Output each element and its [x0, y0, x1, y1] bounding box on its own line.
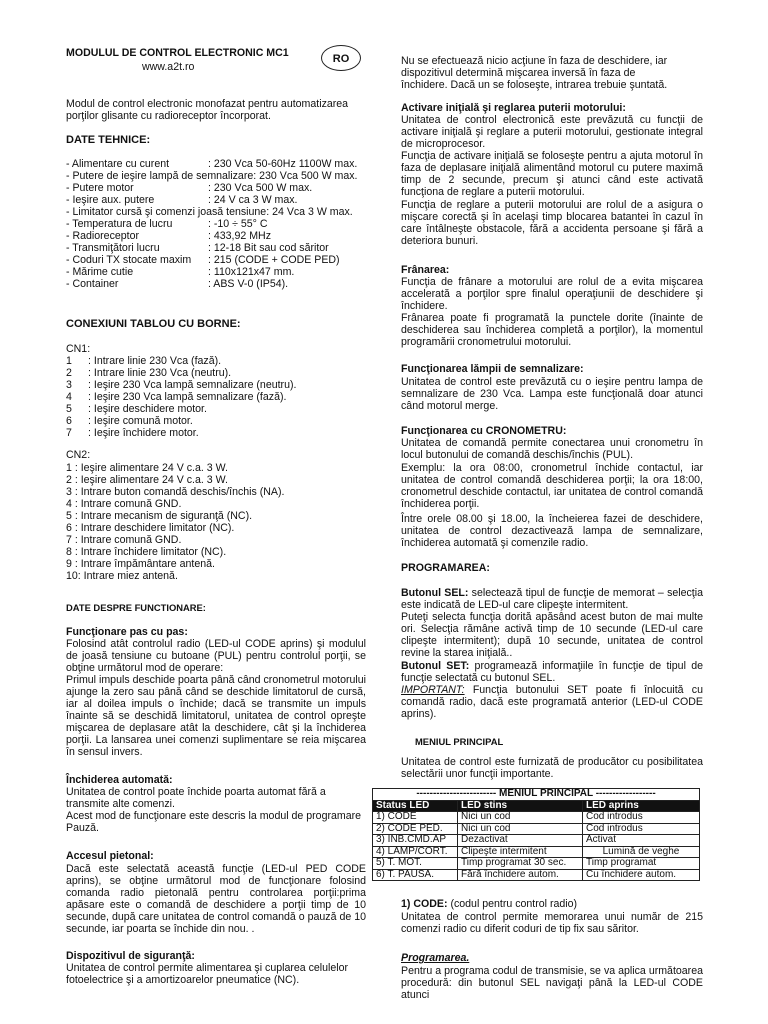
spec-key: - Putere de ieşire lampă de semnalizare	[66, 170, 254, 182]
table-cell: 5) T. MOT.	[373, 858, 458, 870]
intro-paragraph: Modul de control electronic monofazat pentru automatizarea porţilor glisante cu radioreceptor încorporat.	[66, 98, 349, 122]
sel-label: Butonul SEL:	[401, 587, 469, 599]
terminal-row: 7 : Intrare comună GND.	[66, 534, 182, 546]
menu-heading: MENIUL PRINCIPAL	[415, 736, 504, 747]
spec-value: : 110x121x47 mm.	[208, 266, 295, 278]
table-cell: Fără închidere autom.	[458, 869, 583, 881]
terminal-row	[66, 391, 366, 403]
table-cell: Clipeşte intermitent	[458, 846, 583, 858]
section-title: Frânarea:	[401, 264, 450, 276]
section-paragraph: Între orele 08.00 şi 18.00, la încheierea fazei de deschidere, unitatea de control dezactivează lampa de semnalizare, închiderea automată şi comenzile radio.	[401, 513, 703, 549]
cn1-label: CN1:	[66, 343, 91, 355]
section-title: Accesul pietonal:	[66, 850, 154, 862]
spec-value: : 215 (CODE + CODE PED)	[208, 254, 340, 266]
section-paragraph: Dacă este selectată această funcţie (LED-ul PED CODE aprins), se obţine următorul mod de funcţionare folosind comanda radio pietonală pentru controlarea porţii:prima apăsare este o comandă de deschidere a porţii timp de 10 secunde, după care unitatea de control comandă o pauză de 10 secunde, iar poarta se închide din nou. .	[66, 863, 366, 935]
spec-key: - Container	[66, 278, 119, 290]
table-cell: Cod introdus	[583, 823, 700, 835]
spec-key: - Transmiţători lucru	[66, 242, 160, 254]
section-paragraph: Funcţia de reglare a puterii motorului are rolul de a asigura o mişcare corectă şi în acelaşi timp blocarea batantei în cazul în care întâlneşte obstacole, fără a accidenta persoane şi fără a deteriora bunuri.	[401, 199, 703, 247]
section-paragraph: Nu se efectuează nicio acţiune în faza de deschidere, iar dispozitivul determină mişcarea inversă în faza de închidere. Dacă un se foloseşte, intrarea trebuie şuntată.	[401, 55, 668, 91]
section-title: Funcţionarea cu CRONOMETRU:	[401, 425, 567, 437]
spec-row	[66, 170, 366, 182]
table-row	[373, 835, 700, 847]
terminal-desc: : Ieşire comună motor.	[88, 415, 193, 427]
spec-key: - Coduri TX stocate maxim	[66, 254, 192, 266]
spec-row	[66, 194, 366, 206]
spec-key: - Temperatura de lucru	[66, 218, 173, 230]
spec-value: : ABS V-0 (IP54).	[208, 278, 289, 290]
spec-value: : 230 Vca 500 W max.	[253, 170, 358, 182]
functioning-heading: DATE DESPRE FUNCTIONARE:	[66, 602, 206, 613]
tech-heading: DATE TEHNICE:	[66, 134, 151, 146]
terminal-row	[66, 355, 366, 367]
terminal-row: 1 : Ieşire alimentare 24 V c.a. 3 W.	[66, 462, 228, 474]
table-cell: Nici un cod	[458, 812, 583, 824]
spec-key: - Ieşire aux. putere	[66, 194, 155, 206]
cn2-label: CN2:	[66, 449, 91, 461]
terminal-row	[66, 415, 366, 427]
section-paragraph: Exemplu: la ora 08:00, cronometrul închide contactul, iar unitatea de control comandă deschiderea porţii; la ora 18:00, cronometrul deschide contactul, iar unitatea de control comandă închiderea porţii.	[401, 462, 703, 510]
set-paragraph	[401, 660, 703, 684]
section-paragraph: Frânarea poate fi programată la punctele dorite (înainte de deschiderea sau închiderea completă a porţilor), la momentul programării cronometrului motorului.	[401, 312, 703, 348]
table-header: Status LED	[373, 800, 458, 812]
spec-value: : -10 ÷ 55° C	[208, 218, 268, 230]
cn1-list	[66, 355, 366, 439]
spec-row	[66, 218, 366, 230]
section-paragraph: Unitatea de control electronică este prevăzută cu funcţii de activare iniţială şi reglare a puterii motorului, gestionate integral de microprocesor.	[401, 114, 703, 150]
terminal-desc: : Intrare linie 230 Vca (fază).	[88, 355, 222, 367]
table-header-row	[373, 800, 700, 812]
important-label: IMPORTANT:	[401, 684, 465, 696]
spec-key: - Limitator cursă şi comenzi joasă tensiune	[66, 206, 267, 218]
spec-value: : 230 Vca 500 W max.	[208, 182, 313, 194]
spec-key: - Mărime cutie	[66, 266, 134, 278]
table-cell: 4) LAMP/CORT.	[373, 846, 458, 858]
section-paragraph: Primul impuls deschide poarta până când cronometrul motorului ajunge la zero sau până când se deschide limitatorul de cursă, iar al doilea impuls o închide; dacă se transmite un impuls înainte să se deschidă limitatorul, unitatea de control opreşte mişcarea de deplasare atât la deschidere, cât şi la închiderea porţii. La lansarea unei comenzi suplimentare se reia mişcarea în sensul invers.	[66, 674, 366, 758]
section-paragraph: Funcţia de frânare a motorului are rolul de a evita mişcarea accelerată a porţilor spre finalul operaţiunii de deschidere şi închidere.	[401, 276, 703, 312]
section-title: Activare iniţială şi reglarea puterii motorului:	[401, 102, 626, 114]
spec-row	[66, 254, 366, 266]
table-row	[373, 858, 700, 870]
section-title: Închiderea automată:	[66, 774, 173, 786]
section-paragraph: Unitatea de control este furnizată de producător cu posibilitatea selectării unor funcţii importante.	[401, 756, 703, 780]
section-title: Funcţionarea lămpii de semnalizare:	[401, 363, 584, 375]
main-menu-table	[372, 788, 700, 881]
language-badge: RO	[321, 45, 361, 71]
section-paragraph: Unitatea de comandă permite conectarea unui cronometru în locul butonului de comandă deschis/închis (PUL).	[401, 437, 703, 461]
terminal-desc: : Ieşire închidere motor.	[88, 427, 199, 439]
section-paragraph: Pentru a programa codul de transmisie, se va aplica următoarea procedură: din butonul SEL navigaţi până la LED-ul CODE atunci	[401, 965, 703, 1001]
table-cell: Dezactivat	[458, 835, 583, 847]
section-paragraph: Acest mod de funcţionare este descris la modul de programare Pauză.	[66, 810, 362, 834]
terminal-row	[66, 427, 366, 439]
programming-heading: PROGRAMAREA:	[401, 562, 490, 574]
document-title: MODULUL DE CONTROL ELECTRONIC MC1	[66, 47, 289, 59]
table-cell: Lumină de veghe	[583, 846, 700, 858]
table-cell: Cu închidere autom.	[583, 869, 700, 881]
spec-value: : 433,92 MHz	[208, 230, 272, 242]
terminal-number: 4	[66, 391, 72, 403]
section-title: Dispozitivul de siguranţă:	[66, 950, 195, 962]
terminal-desc: : Intrare linie 230 Vca (neutru).	[88, 367, 232, 379]
table-header: LED stins	[458, 800, 583, 812]
terminal-row	[66, 403, 366, 415]
terminal-row: 6 : Intrare deschidere limitator (NC).	[66, 522, 235, 534]
terminal-row	[66, 367, 366, 379]
terminal-number: 7	[66, 427, 72, 439]
section-paragraph: Funcţia de activare iniţială se foloseşte pentru a ajuta motorul în faza de deplasare iniţială alimentând motorul cu putere maximă timp de 2 secunde, precum şi atunci când este activată funcţiona de reglare a puterii motorului.	[401, 150, 703, 198]
code-line	[401, 898, 703, 910]
spec-value: : 24 Vca 3 W max.	[266, 206, 353, 218]
terminal-row: 10: Intrare miez antenă.	[66, 570, 178, 582]
table-row	[373, 846, 700, 858]
section-title: Funcţionare pas cu pas:	[66, 626, 188, 638]
important-text: Funcţia butonului SET poate fi înlocuită cu comandă radio, dacă este programată anterior (LED-ul CODE aprins).	[401, 684, 703, 720]
terminal-row: 2 : Ieşire alimentare 24 V c.a. 3 W.	[66, 474, 228, 486]
table-cell: 2) CODE PED.	[373, 823, 458, 835]
table-cell: Activat	[583, 835, 700, 847]
spec-key: - Alimentare cu curent	[66, 158, 170, 170]
table-row	[373, 869, 700, 881]
terminal-desc: : Ieşire 230 Vca lampă semnalizare (fază).	[88, 391, 287, 403]
table-title-row	[373, 789, 700, 801]
website-url[interactable]: www.a2t.ro	[142, 61, 195, 73]
terminal-row: 3 : Intrare buton comandă deschis/închis (NA).	[66, 486, 285, 498]
table-title: ------------------------ MENIUL PRINCIPAL ------------------	[373, 789, 700, 801]
terminal-number: 3	[66, 379, 72, 391]
section-title: Programarea.	[401, 952, 470, 964]
important-paragraph	[401, 684, 703, 720]
terminal-row: 4 : Intrare comună GND.	[66, 498, 182, 510]
table-header: LED aprins	[583, 800, 700, 812]
terminal-row: 9 : Intrare împământare antenă.	[66, 558, 215, 570]
set-label: Butonul SET:	[401, 660, 470, 672]
terminal-row: 8 : Intrare închidere limitator (NC).	[66, 546, 227, 558]
section-paragraph: Unitatea de control permite memorarea unui număr de 215 comenzi radio cu diferit coduri de tip fix sau săritor.	[401, 911, 703, 935]
spec-row	[66, 278, 366, 290]
cn2-list	[66, 462, 366, 582]
table-cell: 3) INB.CMD.AP	[373, 835, 458, 847]
sel-text: selectează tipul de funcţie de memorat – selecţia este indicată de LED-ul care clipeşte intermitent.	[401, 587, 703, 611]
set-text: programează informaţiile în funcţie de tipul de funcţie selectată cu butonul SEL.	[401, 660, 704, 684]
terminal-number: 1	[66, 355, 72, 367]
section-paragraph: Unitatea de control este prevăzută cu o ieşire pentru lampa de semnalizare de 230 Vca. Lampa este funcţională doar atunci când motorul merge.	[401, 376, 703, 412]
terminal-desc: : Ieşire deschidere motor.	[88, 403, 207, 415]
table-cell: 1) CODE	[373, 812, 458, 824]
section-paragraph: Unitatea de control poate închide poarta automat fără a transmite alte comenzi.	[66, 786, 326, 810]
table-row	[373, 823, 700, 835]
spec-list	[66, 158, 366, 290]
spec-row	[66, 230, 366, 242]
section-paragraph: Unitatea de control permite alimentarea şi cuplarea celulelor fotoelectrice şi a amortizoarelor pneumatice (NC).	[66, 962, 349, 986]
terminal-number: 2	[66, 367, 72, 379]
spec-value: : 12-18 Bit sau cod săritor	[208, 242, 329, 254]
spec-value: : 24 V ca 3 W max.	[208, 194, 298, 206]
table-cell: Cod introdus	[583, 812, 700, 824]
spec-row	[66, 206, 366, 218]
terminal-number: 6	[66, 415, 72, 427]
connections-heading: CONEXIUNI TABLOU CU BORNE:	[66, 318, 241, 330]
terminal-number: 5	[66, 403, 72, 415]
section-paragraph: Puteţi selecta funcţia dorită apăsând acest buton de mai multe ori. Selecţia rămâne activă timp de 10 secunde (LED-ul care clipeşte intermitent); după 10 secunde, unitatea de control revine la starea iniţială..	[401, 611, 703, 659]
spec-value: : 230 Vca 50-60Hz 1100W max.	[208, 158, 358, 170]
spec-key: - Putere motor	[66, 182, 134, 194]
spec-row	[66, 158, 366, 170]
table-cell: Nici un cod	[458, 823, 583, 835]
terminal-row: 5 : Intrare mecanism de siguranţă (NC).	[66, 510, 253, 522]
table-row	[373, 812, 700, 824]
table-cell: Timp programat 30 sec.	[458, 858, 583, 870]
terminal-row	[66, 379, 366, 391]
spec-row	[66, 266, 366, 278]
code-text: (codul pentru control radio)	[447, 898, 578, 910]
spec-row	[66, 182, 366, 194]
spec-key: - Radioreceptor	[66, 230, 140, 242]
table-cell: Timp programat	[583, 858, 700, 870]
table-cell: 6) T. PAUSA.	[373, 869, 458, 881]
spec-row	[66, 242, 366, 254]
sel-paragraph	[401, 587, 703, 611]
section-paragraph: Folosind atât controlul radio (LED-ul CODE aprins) şi modulul de joasă tensiune cu butoane (PUL) pentru controlul porţii, se obţine următorul mod de operare:	[66, 638, 366, 674]
terminal-desc: : Ieşire 230 Vca lampă semnalizare (neutru).	[88, 379, 297, 391]
code-label: 1) CODE:	[401, 898, 448, 910]
